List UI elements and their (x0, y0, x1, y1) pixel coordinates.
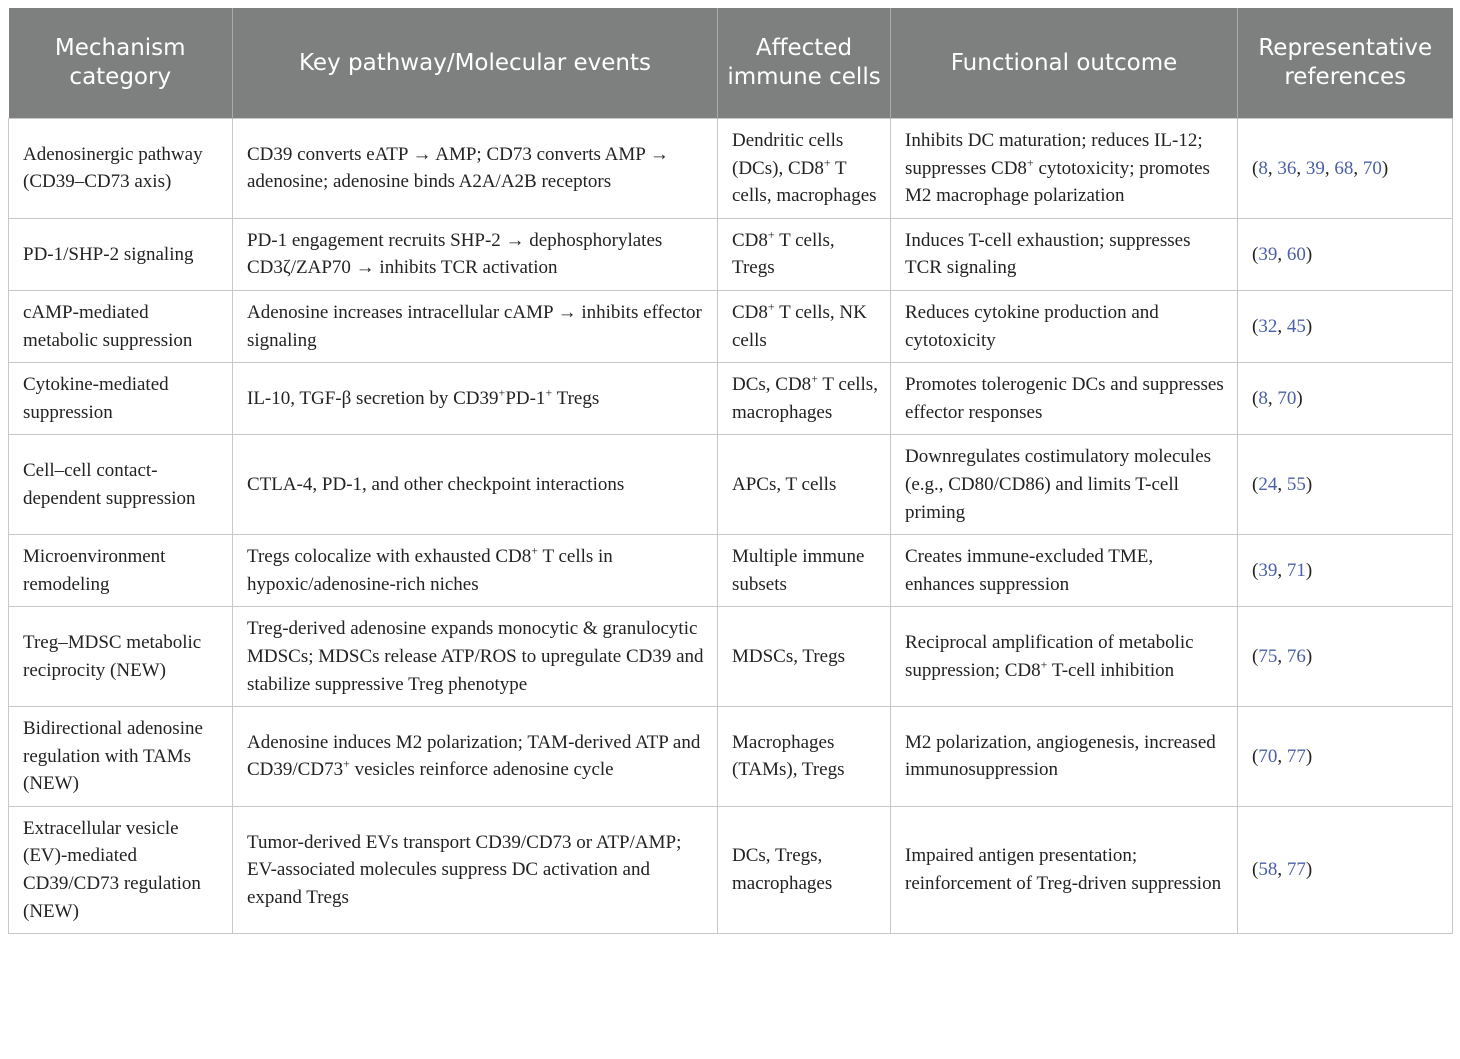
text-segment: cytotoxicity; promotes M2 macrophage polarization (905, 157, 1210, 207)
text-segment: MDSCs, Tregs (732, 645, 845, 667)
cell-representative-references: (39, 60) (1238, 218, 1453, 290)
text-segment: CD39 converts eATP → AMP; CD73 converts AMP → adenosine; adenosine binds A2A/A2B receptors (247, 143, 669, 193)
reference-link[interactable]: 75 (1258, 645, 1278, 667)
reference-link[interactable]: 77 (1286, 745, 1306, 767)
cell-functional-outcome (891, 806, 1238, 933)
header-representative-references: Representative references (1238, 8, 1453, 119)
text-segment: Dendritic cells (DCs), CD8 (732, 130, 844, 179)
reference-link[interactable]: 8 (1258, 387, 1268, 409)
text-segment: Tregs (552, 387, 600, 409)
cell-functional-outcome (891, 119, 1238, 219)
text-segment: PD-1 engagement recruits SHP-2 → dephosphorylates CD3ζ/ZAP70 → inhibits TCR activation (247, 229, 663, 279)
table-row (9, 707, 1453, 807)
text-segment: Reduces cytokine production and cytotoxicity (905, 301, 1159, 351)
cell-representative-references: (58, 77) (1238, 806, 1453, 933)
superscript: + (767, 299, 775, 314)
text-segment: T cells, macrophages (732, 374, 878, 423)
reference-link[interactable]: 45 (1286, 315, 1306, 337)
table-row (9, 435, 1453, 535)
table-container (8, 8, 1452, 934)
table-row (9, 290, 1453, 362)
reference-link[interactable]: 68 (1334, 157, 1354, 179)
reference-link[interactable]: 58 (1258, 859, 1278, 881)
text-segment: Reciprocal amplification of metabolic suppression; CD8 (905, 632, 1194, 681)
cell-key-pathway (233, 363, 718, 435)
cell-mechanism-category: cAMP-mediated metabolic suppression (9, 290, 233, 362)
table-row (9, 607, 1453, 707)
cell-affected-immune-cells (718, 218, 891, 290)
reference-link[interactable]: 32 (1258, 315, 1278, 337)
text-segment: T cells, Tregs (732, 229, 835, 279)
cell-functional-outcome (891, 535, 1238, 607)
cell-affected-immune-cells (718, 119, 891, 219)
text-segment: IL-10, TGF-β secretion by CD39 (247, 387, 499, 409)
text-segment: APCs, T cells (732, 473, 837, 495)
cell-functional-outcome (891, 218, 1238, 290)
reference-link[interactable]: 70 (1277, 387, 1297, 409)
reference-link[interactable]: 8 (1258, 157, 1268, 179)
reference-link[interactable]: 76 (1286, 645, 1306, 667)
text-segment: T-cell inhibition (1047, 659, 1175, 681)
reference-link[interactable]: 36 (1277, 157, 1297, 179)
superscript: + (531, 543, 539, 558)
text-segment: M2 polarization, angiogenesis, increased immunosuppression (905, 731, 1216, 781)
cell-affected-immune-cells (718, 707, 891, 807)
cell-functional-outcome (891, 607, 1238, 707)
text-segment: Tumor-derived EVs transport CD39/CD73 or ATP/AMP; EV-associated molecules suppress DC activation and expand Tregs (247, 831, 682, 908)
cell-mechanism-category: Bidirectional adenosine regulation with TAMs (NEW) (9, 707, 233, 807)
cell-affected-immune-cells (718, 290, 891, 362)
text-segment: Multiple immune subsets (732, 546, 865, 595)
cell-key-pathway (233, 435, 718, 535)
text-segment: Promotes tolerogenic DCs and suppresses effector responses (905, 374, 1224, 423)
table-row (9, 119, 1453, 219)
cell-representative-references: (8, 70) (1238, 363, 1453, 435)
cell-representative-references: (70, 77) (1238, 707, 1453, 807)
text-segment: CD8 (732, 229, 768, 251)
cell-representative-references: (24, 55) (1238, 435, 1453, 535)
cell-functional-outcome (891, 435, 1238, 535)
reference-link[interactable]: 39 (1305, 157, 1325, 179)
table-row (9, 218, 1453, 290)
table-row (9, 535, 1453, 607)
reference-link[interactable]: 39 (1258, 559, 1278, 581)
text-segment: T cells, macrophages (732, 157, 877, 207)
mechanisms-table (8, 8, 1453, 934)
cell-functional-outcome (891, 290, 1238, 362)
text-segment: vesicles reinforce adenosine cycle (349, 759, 614, 781)
header-mechanism-category: Mechanism category (9, 8, 233, 119)
cell-key-pathway (233, 607, 718, 707)
reference-link[interactable]: 70 (1362, 157, 1382, 179)
reference-link[interactable]: 70 (1258, 745, 1278, 767)
cell-representative-references: (39, 71) (1238, 535, 1453, 607)
cell-affected-immune-cells (718, 806, 891, 933)
cell-mechanism-category: Adenosinergic pathway (CD39–CD73 axis) (9, 119, 233, 219)
superscript: + (545, 385, 553, 400)
cell-representative-references: (32, 45) (1238, 290, 1453, 362)
text-segment: T cells, NK cells (732, 301, 867, 351)
cell-key-pathway (233, 218, 718, 290)
cell-affected-immune-cells (718, 535, 891, 607)
text-segment: Creates immune-excluded TME, enhances suppression (905, 546, 1154, 595)
cell-functional-outcome (891, 363, 1238, 435)
cell-key-pathway (233, 119, 718, 219)
cell-affected-immune-cells (718, 607, 891, 707)
cell-mechanism-category: PD-1/SHP-2 signaling (9, 218, 233, 290)
text-segment: Macrophages (TAMs), Tregs (732, 731, 845, 781)
text-segment: Adenosine induces M2 polarization; TAM-derived ATP and CD39/CD73 (247, 731, 701, 781)
superscript: + (498, 385, 506, 400)
header-row (9, 8, 1453, 119)
superscript: + (1040, 657, 1048, 672)
text-segment: Induces T-cell exhaustion; suppresses TCR signaling (905, 229, 1191, 279)
text-segment: CTLA-4, PD-1, and other checkpoint interactions (247, 473, 625, 495)
reference-link[interactable]: 71 (1286, 559, 1306, 581)
cell-affected-immune-cells (718, 363, 891, 435)
superscript: + (1026, 155, 1034, 170)
cell-functional-outcome (891, 707, 1238, 807)
cell-mechanism-category: Cytokine-mediated suppression (9, 363, 233, 435)
superscript: + (823, 155, 831, 170)
header-key-pathway: Key pathway/Molecular events (233, 8, 718, 119)
cell-key-pathway (233, 535, 718, 607)
cell-mechanism-category: Extracellular vesicle (EV)-mediated CD39/CD73 regulation (NEW) (9, 806, 233, 933)
text-segment: Treg-derived adenosine expands monocytic & granulocytic MDSCs; MDSCs release ATP/ROS to upregulate CD39 and stabilize suppressive Treg phenotype (247, 618, 704, 695)
cell-key-pathway (233, 707, 718, 807)
text-segment: Downregulates costimulatory molecules (e.g., CD80/CD86) and limits T-cell priming (905, 446, 1212, 523)
text-segment: Impaired antigen presentation; reinforcement of Treg-driven suppression (905, 845, 1222, 895)
text-segment: Tregs colocalize with exhausted CD8 (247, 546, 532, 568)
text-segment: Adenosine increases intracellular cAMP → inhibits effector signaling (247, 301, 702, 351)
table-header (9, 8, 1453, 119)
reference-link[interactable]: 39 (1258, 243, 1278, 265)
text-segment: Inhibits DC maturation; reduces IL-12; suppresses CD8 (905, 130, 1203, 179)
text-segment: DCs, Tregs, macrophages (732, 845, 833, 895)
superscript: + (767, 227, 775, 242)
reference-link[interactable]: 77 (1286, 859, 1306, 881)
cell-key-pathway (233, 290, 718, 362)
superscript: + (343, 757, 350, 772)
header-affected-immune-cells: Affected immune cells (718, 8, 891, 119)
text-segment: CD8 (732, 301, 768, 323)
table-row (9, 806, 1453, 933)
reference-link[interactable]: 24 (1258, 473, 1278, 495)
text-segment: PD-1 (505, 387, 546, 409)
table-body (9, 119, 1453, 934)
cell-representative-references: (75, 76) (1238, 607, 1453, 707)
cell-mechanism-category: Cell–cell contact-dependent suppression (9, 435, 233, 535)
cell-mechanism-category: Treg–MDSC metabolic reciprocity (NEW) (9, 607, 233, 707)
table-row (9, 363, 1453, 435)
cell-key-pathway (233, 806, 718, 933)
header-functional-outcome: Functional outcome (891, 8, 1238, 119)
superscript: + (811, 371, 818, 386)
text-segment: DCs, CD8 (732, 374, 812, 396)
reference-link[interactable]: 55 (1286, 473, 1306, 495)
text-segment: T cells in hypoxic/adenosine-rich niches (247, 546, 613, 595)
cell-representative-references: (8, 36, 39, 68, 70) (1238, 119, 1453, 219)
reference-link[interactable]: 60 (1286, 243, 1306, 265)
cell-mechanism-category: Microenvironment remodeling (9, 535, 233, 607)
cell-affected-immune-cells (718, 435, 891, 535)
